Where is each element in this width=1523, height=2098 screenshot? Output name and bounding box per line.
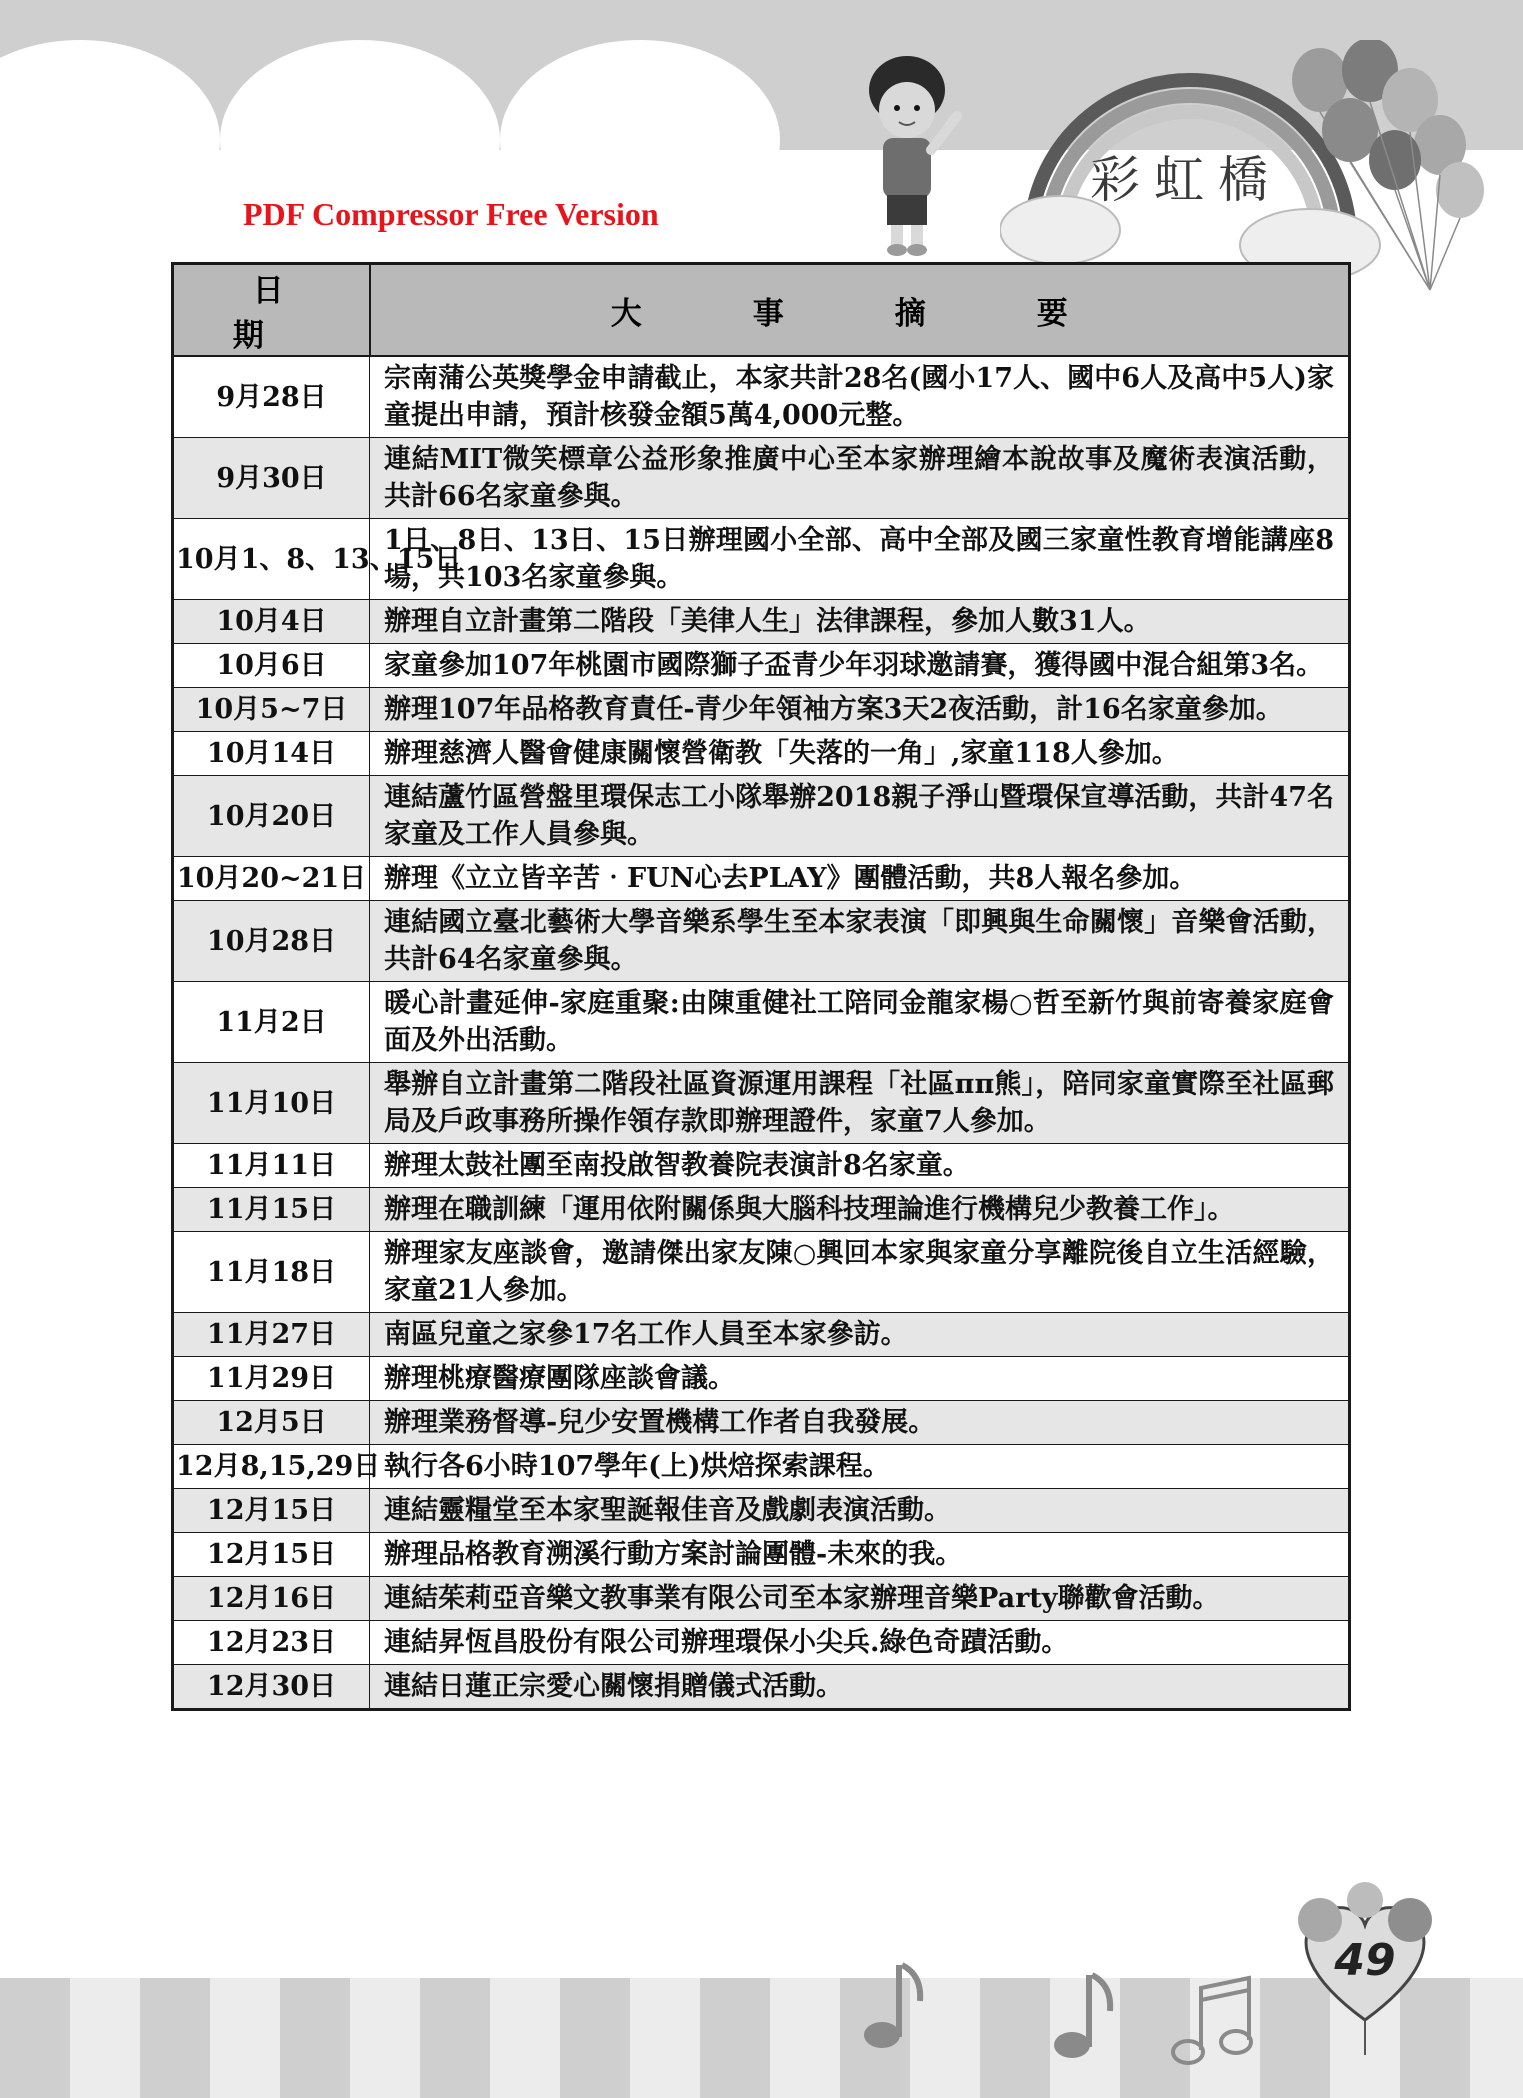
event-summary: 宗南蒲公英獎學金申請截止，本家共計28名(國小17人、國中6人及高中5人)家童提出申請，預計核發金額5萬4,000元整。 <box>370 356 1350 438</box>
table-row <box>173 1313 1350 1357</box>
table-row <box>173 1621 1350 1665</box>
event-date: 12月15日 <box>173 1489 370 1533</box>
event-summary: 暖心計畫延伸-家庭重聚:由陳重健社工陪同金龍家楊○哲至新竹與前寄養家庭會面及外出活動。 <box>370 982 1350 1063</box>
table-header-row <box>173 264 1350 357</box>
table-row <box>173 901 1350 982</box>
double-music-note-icon <box>1170 1970 1260 2070</box>
table-row <box>173 776 1350 857</box>
event-date: 9月30日 <box>173 438 370 519</box>
event-date: 10月20~21日 <box>173 857 370 901</box>
event-date: 11月27日 <box>173 1313 370 1357</box>
girl-illustration <box>845 50 975 260</box>
table-row <box>173 688 1350 732</box>
event-summary: 連結MIT微笑標章公益形象推廣中心至本家辦理繪本說故事及魔術表演活動，共計66名家童參與。 <box>370 438 1350 519</box>
header-date: 日 期 <box>173 264 370 357</box>
table-row <box>173 1232 1350 1313</box>
table-row <box>173 600 1350 644</box>
event-summary: 連結昇恆昌股份有限公司辦理環保小尖兵.綠色奇蹟活動。 <box>370 1621 1350 1665</box>
table-row <box>173 1577 1350 1621</box>
event-summary: 家童參加107年桃園市國際獅子盃青少年羽球邀請賽，獲得國中混合組第3名。 <box>370 644 1350 688</box>
watermark-text: PDF Compressor Free Version <box>243 196 659 232</box>
event-summary: 連結日蓮正宗愛心關懷捐贈儀式活動。 <box>370 1665 1350 1710</box>
events-table <box>171 262 1351 1711</box>
event-date: 11月29日 <box>173 1357 370 1401</box>
event-summary: 辦理慈濟人醫會健康關懷營衛教「失落的一角」,家童118人參加。 <box>370 732 1350 776</box>
event-date: 12月15日 <box>173 1533 370 1577</box>
table-row <box>173 857 1350 901</box>
event-date: 10月14日 <box>173 732 370 776</box>
page-number: 49 <box>1334 1935 1396 1986</box>
table-row <box>173 1489 1350 1533</box>
event-date: 10月4日 <box>173 600 370 644</box>
event-summary: 舉辦自立計畫第二階段社區資源運用課程「社區ππ熊」，陪同家童實際至社區郵局及戶政事務所操作領存款即辦理證件，家童7人參加。 <box>370 1063 1350 1144</box>
event-summary: 辦理自立計畫第二階段「美律人生」法律課程，參加人數31人。 <box>370 600 1350 644</box>
event-date: 11月18日 <box>173 1232 370 1313</box>
table-row <box>173 438 1350 519</box>
table-row <box>173 982 1350 1063</box>
table-row <box>173 644 1350 688</box>
event-summary: 辦理太鼓社團至南投啟智教養院表演計8名家童。 <box>370 1144 1350 1188</box>
event-summary: 辦理《立立皆辛苦‧FUN心去PLAY》團體活動，共8人報名參加。 <box>370 857 1350 901</box>
event-summary: 連結茱莉亞音樂文教事業有限公司至本家辦理音樂Party聯歡會活動。 <box>370 1577 1350 1621</box>
event-date: 11月11日 <box>173 1144 370 1188</box>
music-note-icon <box>860 1955 930 2055</box>
event-date: 10月1、8、13、15日 <box>173 519 370 600</box>
event-date: 12月16日 <box>173 1577 370 1621</box>
event-date: 12月23日 <box>173 1621 370 1665</box>
table-row <box>173 356 1350 438</box>
event-date: 12月8,15,29日 <box>173 1445 370 1489</box>
event-summary: 1日、8日、13日、15日辦理國小全部、高中全部及國三家童性教育增能講座8場，共103名家童參與。 <box>370 519 1350 600</box>
event-summary: 辦理家友座談會，邀請傑出家友陳○興回本家與家童分享離院後自立生活經驗，家童21人參加。 <box>370 1232 1350 1313</box>
music-note-icon <box>1050 1965 1120 2065</box>
event-date: 9月28日 <box>173 356 370 438</box>
table-row <box>173 1063 1350 1144</box>
event-summary: 南區兒童之家參17名工作人員至本家參訪。 <box>370 1313 1350 1357</box>
event-date: 10月6日 <box>173 644 370 688</box>
event-summary: 辦理品格教育溯溪行動方案討論團體-未來的我。 <box>370 1533 1350 1577</box>
event-summary: 辦理桃療醫療團隊座談會議。 <box>370 1357 1350 1401</box>
brand-title: 彩虹橋 <box>1090 151 1282 209</box>
event-summary: 辦理業務督導-兒少安置機構工作者自我發展。 <box>370 1401 1350 1445</box>
event-summary: 連結蘆竹區營盤里環保志工小隊舉辦2018親子淨山暨環保宣導活動，共計47名家童及工作人員參與。 <box>370 776 1350 857</box>
event-date: 11月2日 <box>173 982 370 1063</box>
table-row <box>173 1533 1350 1577</box>
table-row <box>173 1357 1350 1401</box>
event-summary: 連結靈糧堂至本家聖誕報佳音及戲劇表演活動。 <box>370 1489 1350 1533</box>
event-date: 12月5日 <box>173 1401 370 1445</box>
table-row <box>173 1665 1350 1710</box>
header-summary: 大 事 摘 要 <box>370 264 1350 357</box>
table-row <box>173 1188 1350 1232</box>
table-row <box>173 1144 1350 1188</box>
table-row <box>173 1401 1350 1445</box>
event-summary: 執行各6小時107學年(上)烘焙探索課程。 <box>370 1445 1350 1489</box>
event-date: 11月10日 <box>173 1063 370 1144</box>
events-table-body <box>173 356 1350 1710</box>
event-date: 12月30日 <box>173 1665 370 1710</box>
event-summary: 辦理在職訓練「運用依附關係與大腦科技理論進行機構兒少教養工作」。 <box>370 1188 1350 1232</box>
event-date: 11月15日 <box>173 1188 370 1232</box>
event-date: 10月20日 <box>173 776 370 857</box>
event-summary: 辦理107年品格教育責任-青少年領袖方案3天2夜活動，計16名家童參加。 <box>370 688 1350 732</box>
table-row <box>173 519 1350 600</box>
table-row <box>173 732 1350 776</box>
event-summary: 連結國立臺北藝術大學音樂系學生至本家表演「即興與生命關懷」音樂會活動，共計64名家童參與。 <box>370 901 1350 982</box>
table-row <box>173 1445 1350 1489</box>
event-date: 10月28日 <box>173 901 370 982</box>
event-date: 10月5~7日 <box>173 688 370 732</box>
